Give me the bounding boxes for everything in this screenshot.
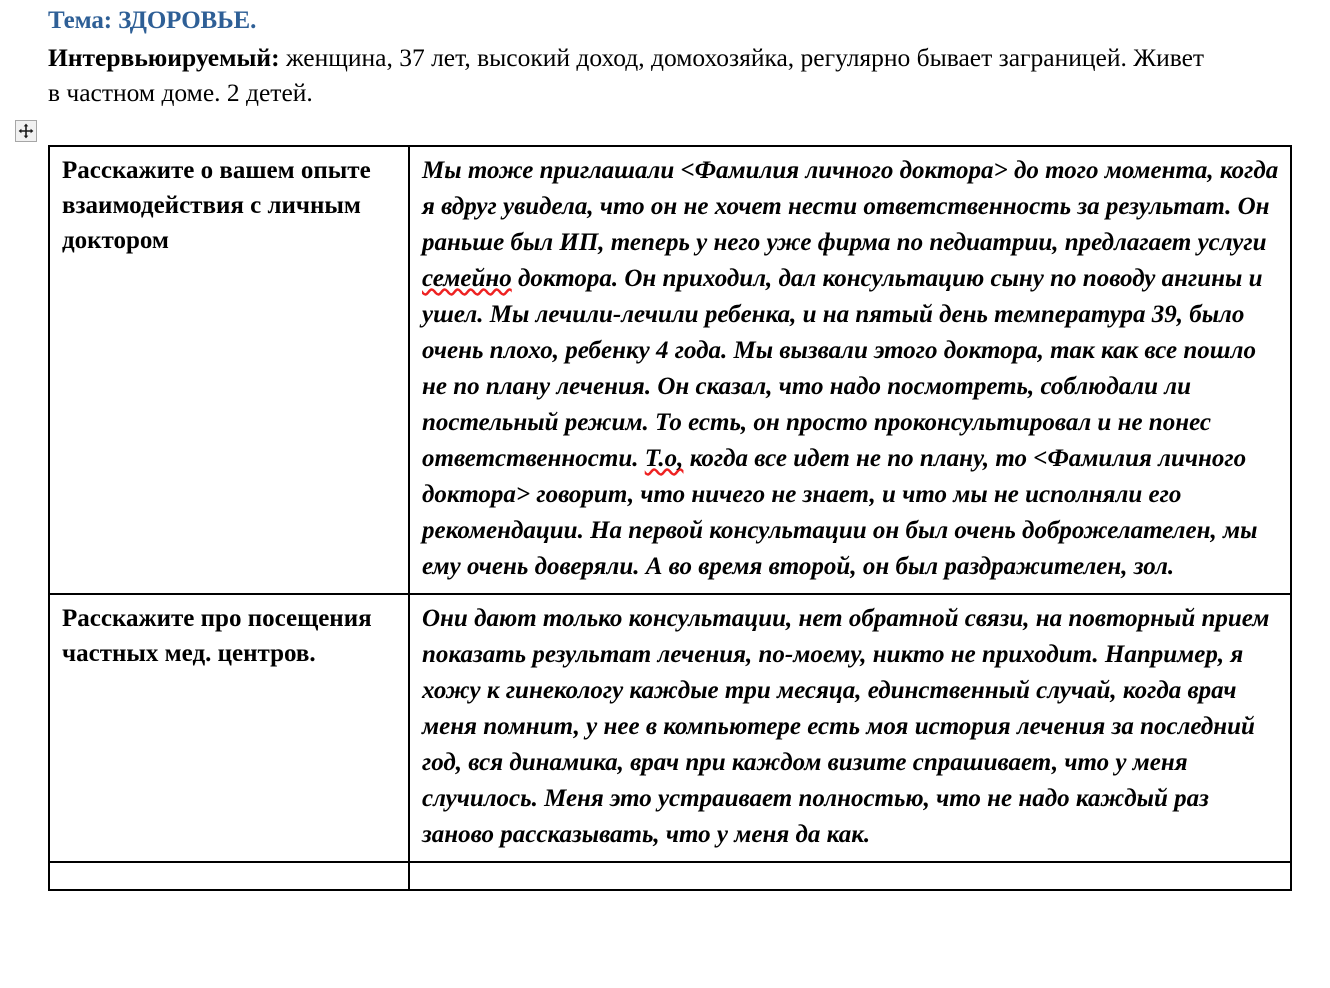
- interview-table-body: [49, 146, 1291, 890]
- interview-table: [48, 145, 1292, 891]
- question-text: Расскажите про посещения частных мед. центров.: [62, 605, 372, 667]
- answer-text: Они дают только консультации, нет обратной связи, на повторный прием показать результат лечения, по-моему, никто не приходит. Например, я хожу к гинекологу каждые три месяца, единственный случай, когда врач меня помнит, у нее в компьютере есть моя история лечения за последний год, вся динамика, врач при каждом визите спрашивает, что у меня случилось. Меня это устраивает полностью, что не надо каждый раз заново рассказывать, что у меня да как.: [422, 605, 1270, 848]
- move-four-arrows-icon: [18, 123, 34, 139]
- answer-text: Мы тоже приглашали <Фамилия личного доктора> до того момента, когда я вдруг увидела, что он не хочет нести ответственность за результат. Он раньше был ИП, теперь у него уже фирма по педиатрии, предлагает услуги семейно доктора. Он приходил, дал консультацию сыну по поводу ангины и ушел. Мы лечили-лечили ребенка, и на пятый день температура 39, было очень плохо, ребенку 4 года. Мы вызвали этого доктора, так как все пошло не по плану лечения. Он сказал, что надо посмотреть, соблюдали ли постельный режим. То есть, он просто проконсультировал и не понес ответственности. Т.о, когда все идет не по плану, то <Фамилия личного доктора> говорит, что ничего не знает, и что мы не исполняли его рекомендации. На первой консультации он был очень доброжелателен, мы ему очень доверяли. А во время второй, он был раздражителен, зол.: [422, 157, 1279, 580]
- table-row: [49, 594, 1291, 862]
- document-header: [48, 4, 1208, 110]
- question-cell[interactable]: [49, 594, 409, 862]
- respondent-description: [48, 40, 1208, 110]
- question-cell[interactable]: [49, 146, 409, 594]
- misspelled-word[interactable]: семейно: [422, 265, 512, 292]
- question-cell[interactable]: [49, 862, 409, 890]
- table-row: [49, 862, 1291, 890]
- respondent-label: Интервьюируемый:: [48, 43, 280, 72]
- table-move-handle[interactable]: [15, 120, 37, 142]
- question-text: Расскажите о вашем опыте взаимодействия с личным доктором: [62, 157, 371, 254]
- answer-cell[interactable]: [409, 862, 1291, 890]
- answer-cell[interactable]: [409, 594, 1291, 862]
- misspelled-word[interactable]: Т.о,: [644, 445, 684, 472]
- respondent-value: женщина, 37 лет, высокий доход, домохозяйка, регулярно бывает заграницей. Живет в частном доме. 2 детей.: [48, 43, 1205, 107]
- answer-cell[interactable]: [409, 146, 1291, 594]
- table-row: [49, 146, 1291, 594]
- topic-heading: Тема: ЗДОРОВЬЕ.: [48, 7, 257, 34]
